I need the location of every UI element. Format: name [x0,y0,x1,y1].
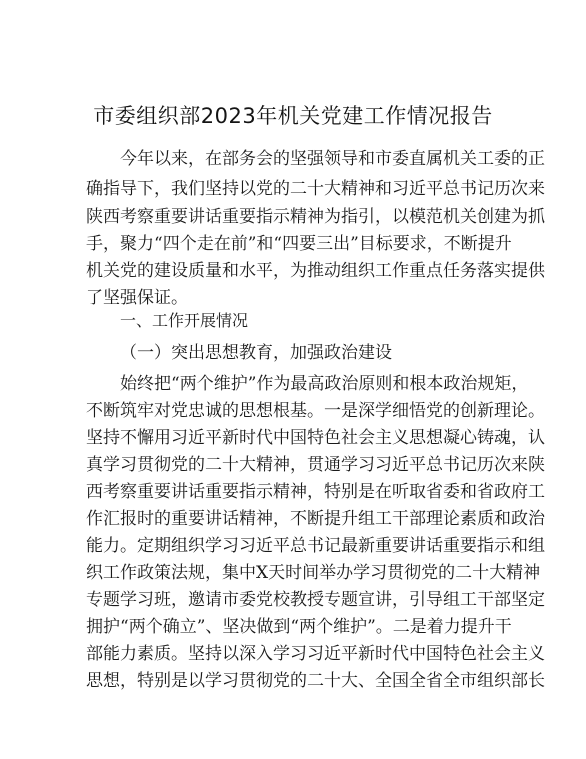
paragraph-line: 专题学习班，邀请市委党校教授专题宣讲，引导组工干部坚定 [86,590,545,610]
subsection-heading: （一）突出思想教育，加强政治建设 [120,343,392,363]
paragraph-line: 机关党的建设质量和水平，为推动组织工作重点任务落实提供 [86,261,545,281]
paragraph-line: 了坚强保证。 [86,288,188,308]
paragraph-line: 拥护“两个确立”、坚决做到“两个维护”。二是着力提升干 [86,617,512,637]
paragraph-line: 坚持不懈用习近平新时代中国特色社会主义思想凝心铸魂，认 [86,428,545,448]
paragraph-line: 织工作政策法规，集中X天时间举办学习贯彻党的二十大精神 [86,563,541,583]
paragraph-line: 能力。定期组织学习习近平总书记最新重要讲话重要指示和组 [86,536,545,556]
paragraph-line: 手，聚力“四个走在前”和“四要三出”目标要求，不断提升 [86,234,512,254]
document-title: 市委组织部2023年机关党建工作情况报告 [93,104,493,128]
paragraph-line: 作汇报时的重要讲话精神，不断提升组工干部理论素质和政治 [86,509,545,529]
paragraph-line: 部能力素质。坚持以深入学习习近平新时代中国特色社会主义 [86,644,545,664]
paragraph-line: 思想，特别是以学习贯彻党的二十大、全国全省全市组织部长 [86,671,545,691]
paragraph-line: 今年以来，在部务会的坚强领导和市委直属机关工委的正 [120,149,545,169]
paragraph-line: 真学习贯彻党的二十大精神，贯通学习习近平总书记历次来陕 [86,455,545,475]
paragraph-line: 始终把“两个维护”作为最高政治原则和根本政治规矩， [120,374,529,394]
paragraph-line: 西考察重要讲话重要指示精神，特别是在听取省委和省政府工 [86,482,545,502]
paragraph-line: 不断筑牢对党忠诚的思想根基。一是深学细悟党的创新理论。 [86,401,545,421]
section-heading: 一、工作开展情况 [120,311,249,330]
paragraph-line: 陕西考察重要讲话重要指示精神为指引，以模范机关创建为抓 [86,207,545,227]
paragraph-line: 确指导下，我们坚持以党的二十大精神和习近平总书记历次来 [86,179,545,199]
